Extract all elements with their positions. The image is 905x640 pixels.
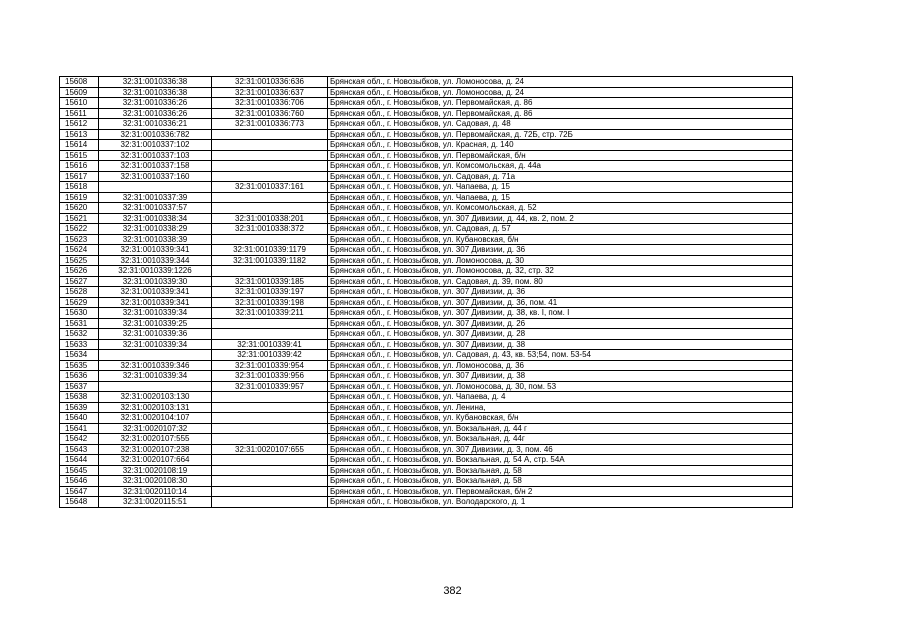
table-row <box>60 402 793 413</box>
row-number-cell: 15612 <box>60 119 99 130</box>
table-row <box>60 171 793 182</box>
row-number-cell: 15627 <box>60 276 99 287</box>
table-row <box>60 465 793 476</box>
object-cadastral-cell: 32:31:0010337:161 <box>212 182 328 193</box>
row-number-cell: 15609 <box>60 87 99 98</box>
parcel-cadastral-cell: 32:31:0020107:664 <box>99 455 212 466</box>
parcel-cadastral-cell: 32:31:0020108:19 <box>99 465 212 476</box>
object-cadastral-cell <box>212 465 328 476</box>
object-cadastral-cell: 32:31:0010336:636 <box>212 77 328 88</box>
table-row <box>60 350 793 361</box>
address-cell: Брянская обл., г. Новозыбков, ул. Ломоносова, д. 24 <box>328 87 793 98</box>
address-cell: Брянская обл., г. Новозыбков, ул. Чапаева, д. 15 <box>328 192 793 203</box>
row-number-cell: 15629 <box>60 297 99 308</box>
object-cadastral-cell: 32:31:0010336:637 <box>212 87 328 98</box>
row-number-cell: 15616 <box>60 161 99 172</box>
address-cell: Брянская обл., г. Новозыбков, ул. 307 Дивизии, д. 36, пом. 41 <box>328 297 793 308</box>
row-number-cell: 15647 <box>60 486 99 497</box>
object-cadastral-cell <box>212 423 328 434</box>
object-cadastral-cell: 32:31:0010338:372 <box>212 224 328 235</box>
row-number-cell: 15640 <box>60 413 99 424</box>
row-number-cell: 15625 <box>60 255 99 266</box>
address-cell: Брянская обл., г. Новозыбков, ул. 307 Дивизии, д. 26 <box>328 318 793 329</box>
address-cell: Брянская обл., г. Новозыбков, ул. Володарского, д. 1 <box>328 497 793 508</box>
row-number-cell: 15619 <box>60 192 99 203</box>
table-row <box>60 444 793 455</box>
parcel-cadastral-cell: 32:31:0020107:32 <box>99 423 212 434</box>
table-row <box>60 161 793 172</box>
object-cadastral-cell <box>212 140 328 151</box>
parcel-cadastral-cell: 32:31:0020107:555 <box>99 434 212 445</box>
row-number-cell: 15638 <box>60 392 99 403</box>
table-row <box>60 297 793 308</box>
row-number-cell: 15642 <box>60 434 99 445</box>
address-cell: Брянская обл., г. Новозыбков, ул. Комсомольская, д. 44а <box>328 161 793 172</box>
table-row <box>60 182 793 193</box>
register-table <box>59 76 793 508</box>
address-cell: Брянская обл., г. Новозыбков, ул. Ломоносова, д. 30, пом. 53 <box>328 381 793 392</box>
table-row <box>60 329 793 340</box>
object-cadastral-cell <box>212 455 328 466</box>
table-row <box>60 486 793 497</box>
row-number-cell: 15608 <box>60 77 99 88</box>
row-number-cell: 15630 <box>60 308 99 319</box>
address-cell: Брянская обл., г. Новозыбков, ул. Кубановская, б/н <box>328 234 793 245</box>
address-cell: Брянская обл., г. Новозыбков, ул. Садовая, д. 71а <box>328 171 793 182</box>
table-row <box>60 234 793 245</box>
parcel-cadastral-cell: 32:31:0020115:51 <box>99 497 212 508</box>
table-row <box>60 455 793 466</box>
object-cadastral-cell: 32:31:0010339:197 <box>212 287 328 298</box>
parcel-cadastral-cell: 32:31:0010337:103 <box>99 150 212 161</box>
address-cell: Брянская обл., г. Новозыбков, ул. Вокзальная, д. 54 А, стр. 54А <box>328 455 793 466</box>
object-cadastral-cell <box>212 486 328 497</box>
row-number-cell: 15615 <box>60 150 99 161</box>
object-cadastral-cell <box>212 161 328 172</box>
table-row <box>60 150 793 161</box>
row-number-cell: 15646 <box>60 476 99 487</box>
address-cell: Брянская обл., г. Новозыбков, ул. Вокзальная, д. 44г <box>328 434 793 445</box>
table-row <box>60 476 793 487</box>
page-number: 382 <box>443 585 462 597</box>
parcel-cadastral-cell: 32:31:0010337:158 <box>99 161 212 172</box>
parcel-cadastral-cell: 32:31:0020110:14 <box>99 486 212 497</box>
row-number-cell: 15611 <box>60 108 99 119</box>
parcel-cadastral-cell: 32:31:0010338:34 <box>99 213 212 224</box>
parcel-cadastral-cell <box>99 182 212 193</box>
table-row <box>60 87 793 98</box>
parcel-cadastral-cell: 32:31:0010339:1226 <box>99 266 212 277</box>
object-cadastral-cell: 32:31:0010339:957 <box>212 381 328 392</box>
table-row <box>60 381 793 392</box>
address-cell: Брянская обл., г. Новозыбков, ул. Комсомольская, д. 52 <box>328 203 793 214</box>
table-row <box>60 129 793 140</box>
object-cadastral-cell <box>212 192 328 203</box>
object-cadastral-cell: 32:31:0010339:1182 <box>212 255 328 266</box>
parcel-cadastral-cell: 32:31:0010337:39 <box>99 192 212 203</box>
table-row <box>60 318 793 329</box>
object-cadastral-cell: 32:31:0010339:198 <box>212 297 328 308</box>
table-row <box>60 213 793 224</box>
row-number-cell: 15648 <box>60 497 99 508</box>
address-cell: Брянская обл., г. Новозыбков, ул. Чапаева, д. 4 <box>328 392 793 403</box>
address-cell: Брянская обл., г. Новозыбков, ул. Чапаева, д. 15 <box>328 182 793 193</box>
row-number-cell: 15632 <box>60 329 99 340</box>
table-row <box>60 287 793 298</box>
row-number-cell: 15613 <box>60 129 99 140</box>
address-cell: Брянская обл., г. Новозыбков, ул. 307 Дивизии, д. 36 <box>328 245 793 256</box>
object-cadastral-cell: 32:31:0010339:956 <box>212 371 328 382</box>
parcel-cadastral-cell: 32:31:0010339:36 <box>99 329 212 340</box>
parcel-cadastral-cell: 32:31:0010336:21 <box>99 119 212 130</box>
address-cell: Брянская обл., г. Новозыбков, ул. 307 Дивизии, д. 3, пом. 46 <box>328 444 793 455</box>
address-cell: Брянская обл., г. Новозыбков, ул. Первомайская, б/н 2 <box>328 486 793 497</box>
row-number-cell: 15626 <box>60 266 99 277</box>
object-cadastral-cell: 32:31:0010336:773 <box>212 119 328 130</box>
parcel-cadastral-cell: 32:31:0010338:39 <box>99 234 212 245</box>
row-number-cell: 15635 <box>60 360 99 371</box>
row-number-cell: 15636 <box>60 371 99 382</box>
row-number-cell: 15618 <box>60 182 99 193</box>
table-row <box>60 423 793 434</box>
row-number-cell: 15641 <box>60 423 99 434</box>
parcel-cadastral-cell: 32:31:0010339:341 <box>99 287 212 298</box>
address-cell: Брянская обл., г. Новозыбков, ул. Садовая, д. 43, кв. 53;54, пом. 53-54 <box>328 350 793 361</box>
table-row <box>60 119 793 130</box>
table-row <box>60 98 793 109</box>
parcel-cadastral-cell: 32:31:0010339:341 <box>99 297 212 308</box>
row-number-cell: 15628 <box>60 287 99 298</box>
address-cell: Брянская обл., г. Новозыбков, ул. Садовая, д. 39, пом. 80 <box>328 276 793 287</box>
address-cell: Брянская обл., г. Новозыбков, ул. 307 Дивизии, д. 44, кв. 2, пом. 2 <box>328 213 793 224</box>
row-number-cell: 15623 <box>60 234 99 245</box>
object-cadastral-cell <box>212 203 328 214</box>
address-cell: Брянская обл., г. Новозыбков, ул. Ленина, <box>328 402 793 413</box>
parcel-cadastral-cell: 32:31:0010339:34 <box>99 371 212 382</box>
address-cell: Брянская обл., г. Новозыбков, ул. Вокзальная, д. 58 <box>328 465 793 476</box>
table-row <box>60 434 793 445</box>
object-cadastral-cell <box>212 150 328 161</box>
parcel-cadastral-cell: 32:31:0010336:26 <box>99 98 212 109</box>
parcel-cadastral-cell: 32:31:0020103:131 <box>99 402 212 413</box>
parcel-cadastral-cell: 32:31:0010339:30 <box>99 276 212 287</box>
parcel-cadastral-cell: 32:31:0020103:130 <box>99 392 212 403</box>
object-cadastral-cell <box>212 129 328 140</box>
table-row <box>60 413 793 424</box>
parcel-cadastral-cell: 32:31:0010336:38 <box>99 77 212 88</box>
address-cell: Брянская обл., г. Новозыбков, ул. Садовая, д. 48 <box>328 119 793 130</box>
table-row <box>60 140 793 151</box>
object-cadastral-cell: 32:31:0010339:1179 <box>212 245 328 256</box>
parcel-cadastral-cell: 32:31:0010339:34 <box>99 339 212 350</box>
object-cadastral-cell <box>212 266 328 277</box>
row-number-cell: 15644 <box>60 455 99 466</box>
address-cell: Брянская обл., г. Новозыбков, ул. Ломоносова, д. 24 <box>328 77 793 88</box>
row-number-cell: 15643 <box>60 444 99 455</box>
address-cell: Брянская обл., г. Новозыбков, ул. Вокзальная, д. 58 <box>328 476 793 487</box>
object-cadastral-cell <box>212 318 328 329</box>
parcel-cadastral-cell: 32:31:0020107:238 <box>99 444 212 455</box>
address-cell: Брянская обл., г. Новозыбков, ул. 307 Дивизии, д. 38 <box>328 339 793 350</box>
table-row <box>60 276 793 287</box>
address-cell: Брянская обл., г. Новозыбков, ул. Садовая, д. 57 <box>328 224 793 235</box>
table-row <box>60 224 793 235</box>
parcel-cadastral-cell: 32:31:0010339:346 <box>99 360 212 371</box>
object-cadastral-cell: 32:31:0010339:211 <box>212 308 328 319</box>
parcel-cadastral-cell: 32:31:0010337:102 <box>99 140 212 151</box>
table-row <box>60 392 793 403</box>
register-table-body <box>60 77 793 508</box>
row-number-cell: 15614 <box>60 140 99 151</box>
parcel-cadastral-cell: 32:31:0010336:782 <box>99 129 212 140</box>
object-cadastral-cell <box>212 402 328 413</box>
table-row <box>60 308 793 319</box>
address-cell: Брянская обл., г. Новозыбков, ул. 307 Дивизии, д. 38 <box>328 371 793 382</box>
table-row <box>60 371 793 382</box>
object-cadastral-cell <box>212 476 328 487</box>
object-cadastral-cell <box>212 329 328 340</box>
address-cell: Брянская обл., г. Новозыбков, ул. Первомайская, д. 86 <box>328 98 793 109</box>
table-row <box>60 108 793 119</box>
address-cell: Брянская обл., г. Новозыбков, ул. Вокзальная, д. 44 г <box>328 423 793 434</box>
table-row <box>60 266 793 277</box>
address-cell: Брянская обл., г. Новозыбков, ул. Ломоносова, д. 32, стр. 32 <box>328 266 793 277</box>
address-cell: Брянская обл., г. Новозыбков, ул. Первомайская, д. 72Б, стр. 72Б <box>328 129 793 140</box>
object-cadastral-cell: 32:31:0020107:655 <box>212 444 328 455</box>
object-cadastral-cell: 32:31:0010339:185 <box>212 276 328 287</box>
address-cell: Брянская обл., г. Новозыбков, ул. Ломоносова, д. 36 <box>328 360 793 371</box>
row-number-cell: 15617 <box>60 171 99 182</box>
address-cell: Брянская обл., г. Новозыбков, ул. 307 Дивизии, д. 38, кв. I, пом. I <box>328 308 793 319</box>
parcel-cadastral-cell: 32:31:0020108:30 <box>99 476 212 487</box>
object-cadastral-cell <box>212 497 328 508</box>
address-cell: Брянская обл., г. Новозыбков, ул. Ломоносова, д. 30 <box>328 255 793 266</box>
parcel-cadastral-cell: 32:31:0010338:29 <box>99 224 212 235</box>
row-number-cell: 15624 <box>60 245 99 256</box>
table-row <box>60 255 793 266</box>
object-cadastral-cell: 32:31:0010339:41 <box>212 339 328 350</box>
object-cadastral-cell: 32:31:0010336:760 <box>212 108 328 119</box>
parcel-cadastral-cell: 32:31:0010337:160 <box>99 171 212 182</box>
parcel-cadastral-cell: 32:31:0010339:341 <box>99 245 212 256</box>
row-number-cell: 15637 <box>60 381 99 392</box>
object-cadastral-cell <box>212 434 328 445</box>
address-cell: Брянская обл., г. Новозыбков, ул. 307 Дивизии, д. 36 <box>328 287 793 298</box>
row-number-cell: 15634 <box>60 350 99 361</box>
row-number-cell: 15620 <box>60 203 99 214</box>
row-number-cell: 15621 <box>60 213 99 224</box>
object-cadastral-cell <box>212 171 328 182</box>
address-cell: Брянская обл., г. Новозыбков, ул. 307 Дивизии, д. 28 <box>328 329 793 340</box>
object-cadastral-cell <box>212 392 328 403</box>
row-number-cell: 15639 <box>60 402 99 413</box>
object-cadastral-cell <box>212 234 328 245</box>
parcel-cadastral-cell: 32:31:0010339:25 <box>99 318 212 329</box>
object-cadastral-cell: 32:31:0010338:201 <box>212 213 328 224</box>
row-number-cell: 15622 <box>60 224 99 235</box>
parcel-cadastral-cell: 32:31:0010336:38 <box>99 87 212 98</box>
table-row <box>60 339 793 350</box>
parcel-cadastral-cell: 32:31:0010339:344 <box>99 255 212 266</box>
address-cell: Брянская обл., г. Новозыбков, ул. Первомайская, д. 86 <box>328 108 793 119</box>
parcel-cadastral-cell: 32:31:0020104:107 <box>99 413 212 424</box>
row-number-cell: 15631 <box>60 318 99 329</box>
object-cadastral-cell: 32:31:0010336:706 <box>212 98 328 109</box>
table-row <box>60 77 793 88</box>
table-row <box>60 360 793 371</box>
object-cadastral-cell <box>212 413 328 424</box>
address-cell: Брянская обл., г. Новозыбков, ул. Красная, д. 140 <box>328 140 793 151</box>
table-row <box>60 203 793 214</box>
object-cadastral-cell: 32:31:0010339:42 <box>212 350 328 361</box>
row-number-cell: 15610 <box>60 98 99 109</box>
table-row <box>60 497 793 508</box>
address-cell: Брянская обл., г. Новозыбков, ул. Кубановская, б/н <box>328 413 793 424</box>
row-number-cell: 15633 <box>60 339 99 350</box>
parcel-cadastral-cell <box>99 350 212 361</box>
table-row <box>60 245 793 256</box>
table-row <box>60 192 793 203</box>
parcel-cadastral-cell: 32:31:0010336:26 <box>99 108 212 119</box>
row-number-cell: 15645 <box>60 465 99 476</box>
parcel-cadastral-cell: 32:31:0010337:57 <box>99 203 212 214</box>
address-cell: Брянская обл., г. Новозыбков, ул. Первомайская, б/н <box>328 150 793 161</box>
parcel-cadastral-cell: 32:31:0010339:34 <box>99 308 212 319</box>
object-cadastral-cell: 32:31:0010339:954 <box>212 360 328 371</box>
parcel-cadastral-cell <box>99 381 212 392</box>
